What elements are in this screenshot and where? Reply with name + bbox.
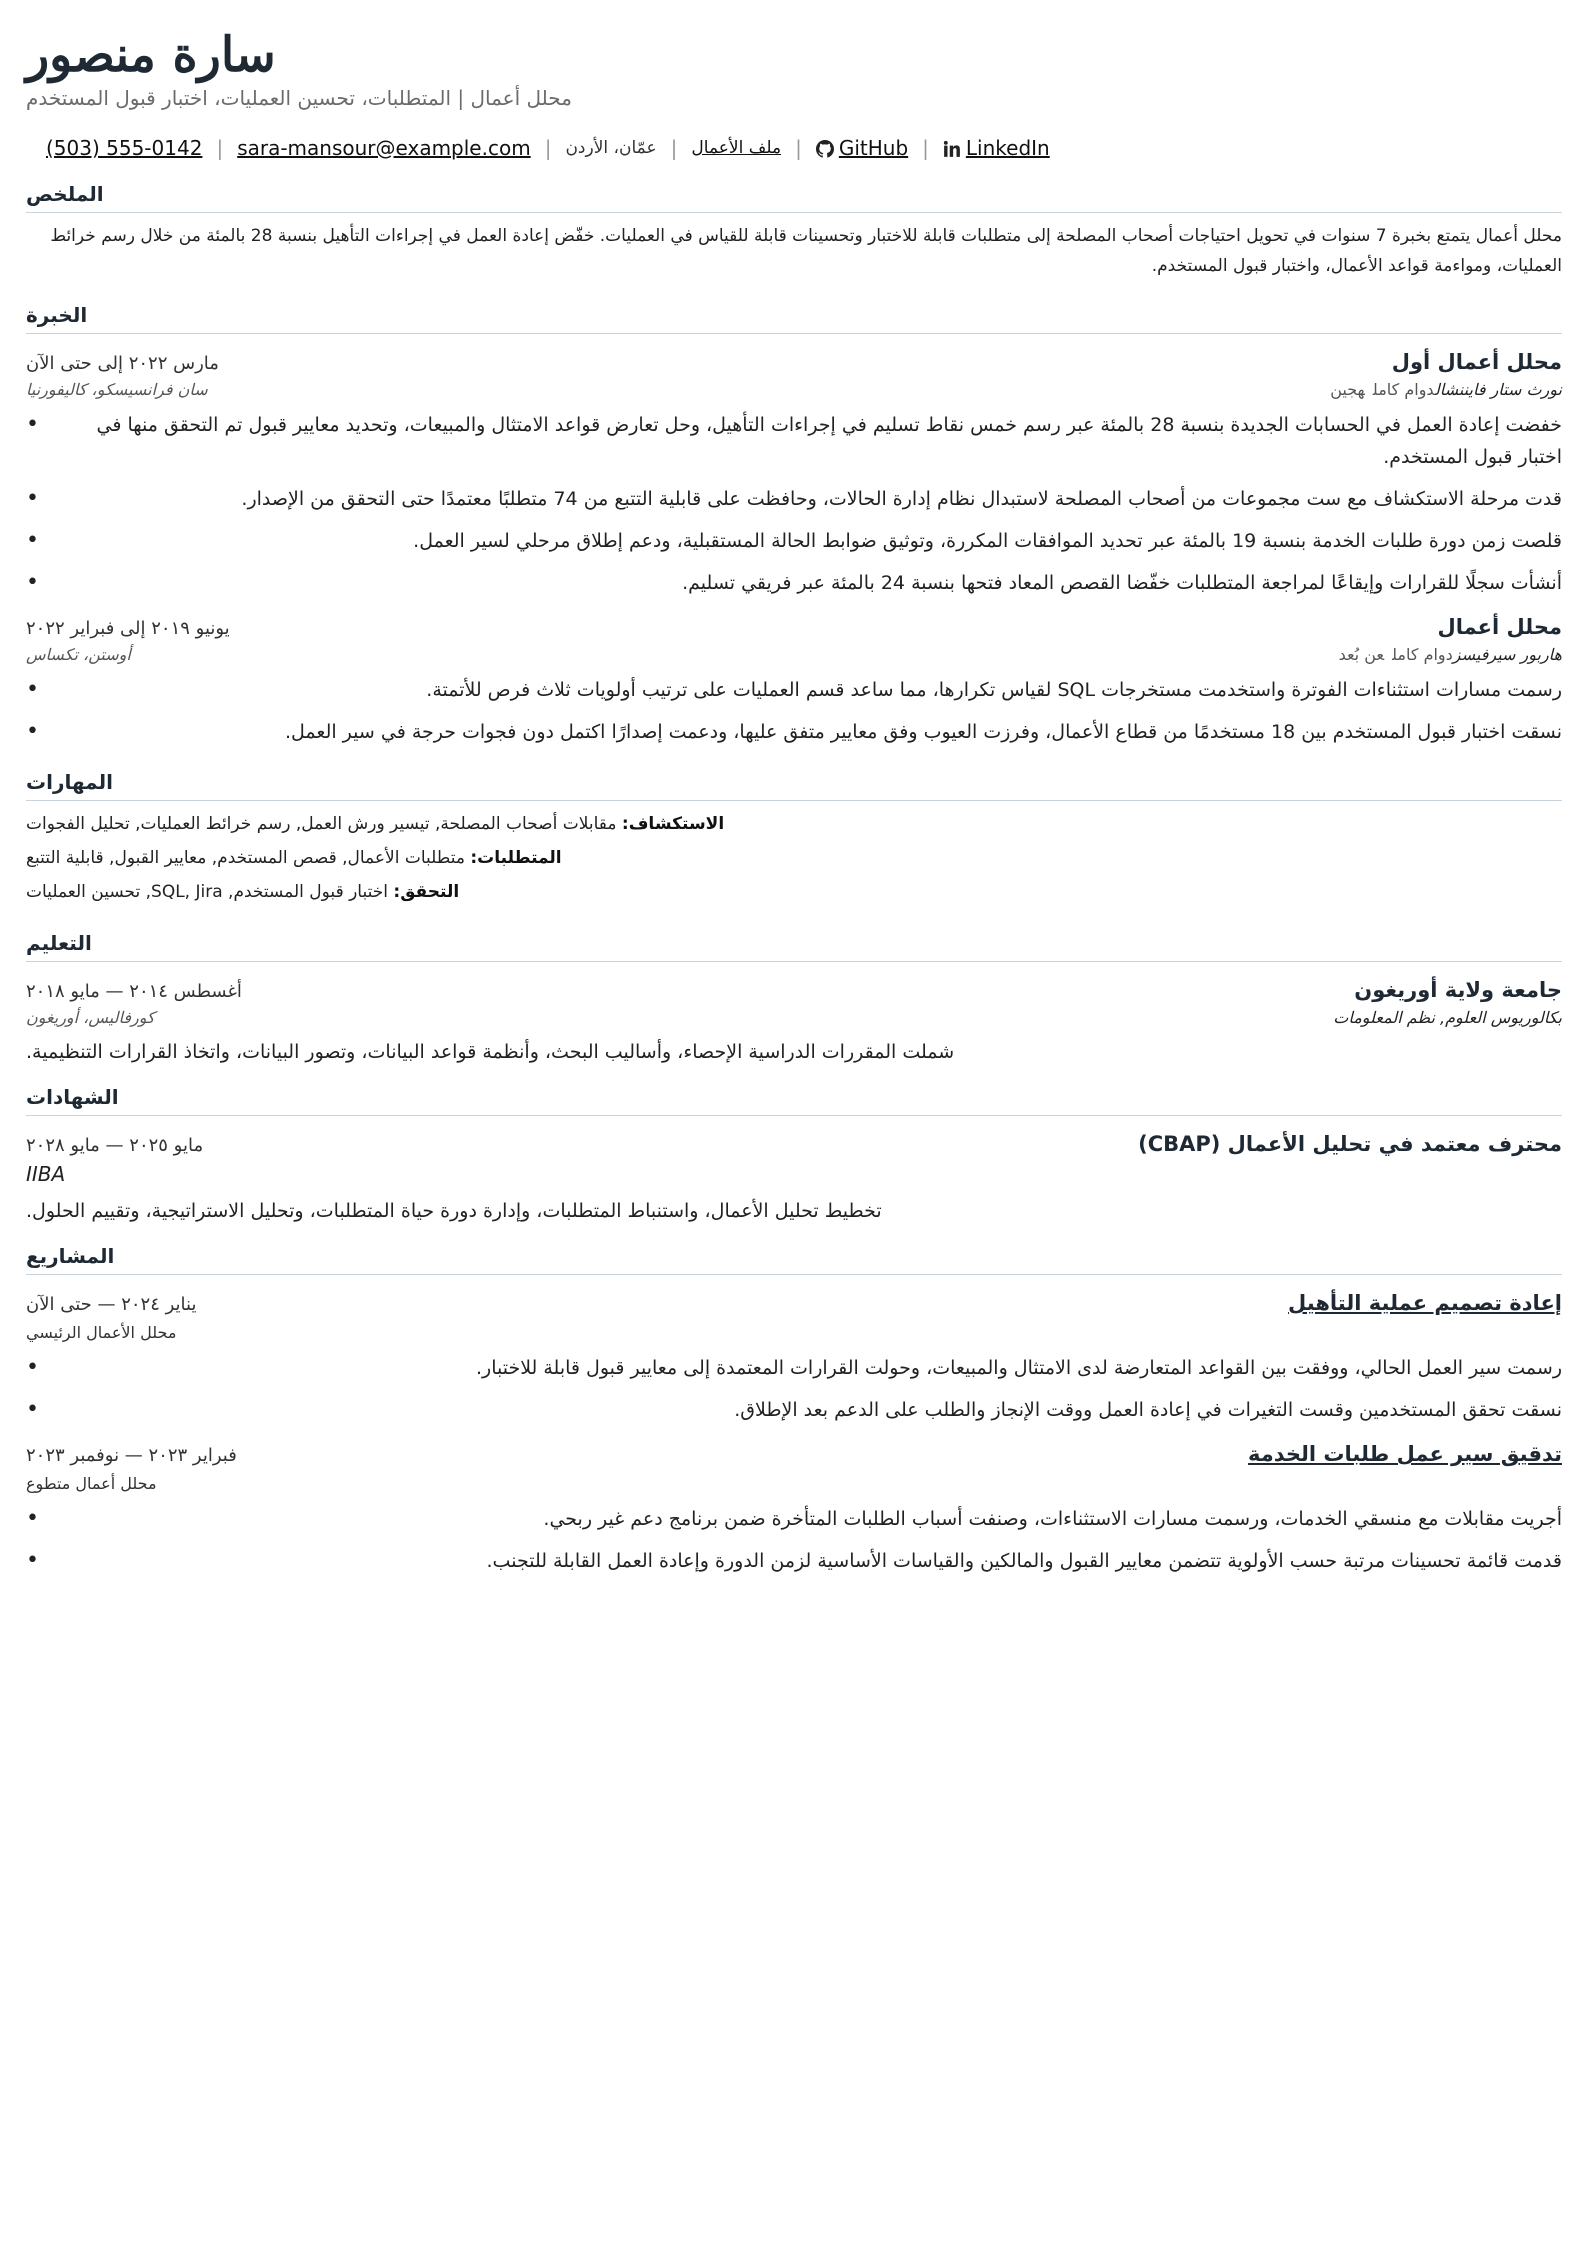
linkedin-icon: [943, 136, 966, 160]
experience-location: أوستن، تكساس: [26, 645, 131, 664]
experience-company: نورث ستار فايننشال: [1434, 380, 1562, 399]
github-icon: [816, 136, 839, 160]
list-item: • قلصت زمن دورة طلبات الخدمة بنسبة 19 بالمئة عبر تحديد الموافقات المكررة، وتوثيق ضوابط الحالة المستقبلية، ودعم إطلاق مرحلي لسير العمل.: [26, 525, 1562, 557]
education-degree-text: بكالوريوس العلوم, نظم المعلومات: [1333, 1008, 1562, 1027]
list-item: • قدمت قائمة تحسينات مرتبة حسب الأولوية تتضمن معايير القبول والمالكين والقياسات الأساسية لزمن الدورة وإعادة العمل القابلة للتجنب.: [26, 1545, 1562, 1577]
project-dates: فبراير ٢٠٢٣ — نوفمبر ٢٠٢٣: [26, 1445, 237, 1466]
experience-org: [1322, 380, 1562, 399]
experience-dates: يونيو ٢٠١٩ إلى فبراير ٢٠٢٢: [26, 618, 230, 639]
list-item: • نسقت اختبار قبول المستخدم بين 18 مستخدمًا من قطاع الأعمال، وفرزت العيوب وفق معايير متفق عليها، ودعمت إصدارًا اكتمل دون فجوات حرجة في سير العمل.: [26, 716, 1562, 748]
project-bullets: [26, 1503, 1562, 1577]
education-entry: [26, 978, 1562, 1063]
experience-location: سان فرانسيسكو، كاليفورنيا: [26, 380, 208, 399]
experience-bullets: [26, 674, 1562, 748]
certification-note: تخطيط تحليل الأعمال، واستنباط المتطلبات، وإدارة دورة حياة المتطلبات، وتحليل الاستراتيجية، وتقييم الحلول.: [26, 1200, 882, 1222]
list-item: • نسقت تحقق المستخدمين وقست التغيرات في إعادة العمل ووقت الإنجاز والطلب على الدعم بعد الإطلاق.: [26, 1394, 1562, 1426]
project-title-link[interactable]: إعادة تصميم عملية التأهيل: [1288, 1291, 1562, 1315]
summary-section: [26, 182, 1562, 281]
certification-issuer: IIBA: [26, 1162, 66, 1186]
experience-type: دوام كامل: [1392, 645, 1453, 664]
resume-header: [26, 26, 1562, 160]
portfolio-link[interactable]: ملف الأعمال: [691, 138, 782, 158]
candidate-tagline: محلل أعمال | المتطلبات، تحسين العمليات، اختبار قبول المستخدم: [26, 86, 572, 110]
education-dates: أغسطس ٢٠١٤ — مايو ٢٠١٨: [26, 981, 242, 1002]
skill-line: [26, 875, 1562, 909]
project-entry: [26, 1442, 1562, 1577]
list-item: • خفضت إعادة العمل في الحسابات الجديدة بنسبة 28 بالمئة عبر رسم خمس نقاط تسليم في إجراءات التأهيل، وحل تعارض قواعد الامتثال والمبيعات، وتحديد معايير قبول تم التحقق منها في اختبار قبول المستخدم.: [26, 409, 1562, 473]
contact-divider: |: [216, 136, 224, 160]
skill-line: [26, 841, 1562, 875]
candidate-name: [26, 26, 1562, 84]
list-item: • رسمت مسارات استثناءات الفوترة واستخدمت مستخرجات SQL لقياس تكرارها، مما ساعد قسم العمليات على ترتيب أولويات ثلاث فرص للأتمتة.: [26, 674, 1562, 706]
project-title-link[interactable]: تدقيق سير عمل طلبات الخدمة: [1248, 1442, 1562, 1466]
section-title-summary: الملخص: [26, 182, 1562, 213]
skill-label: المتطلبات:: [470, 848, 562, 868]
project-entry: [26, 1291, 1562, 1426]
skills-section: [26, 770, 1562, 909]
experience-mode: عن بُعد: [1338, 645, 1385, 664]
location-text: عمّان، الأردن: [565, 138, 657, 158]
section-title-skills: المهارات: [26, 770, 1562, 801]
education-note: شملت المقررات الدراسية الإحصاء، وأساليب البحث، وأنظمة قواعد البيانات، وتصور البيانات، واتخاذ القرارات التنظيمية.: [26, 1041, 955, 1063]
list-item: • أجريت مقابلات مع منسقي الخدمات، ورسمت مسارات الاستثناءات، وصنفت أسباب الطلبات المتأخرة ضمن برنامج دعم غير ربحي.: [26, 1503, 1562, 1535]
project-bullets: [26, 1352, 1562, 1426]
list-item: • أنشأت سجلًا للقرارات وإيقاعًا لمراجعة المتطلبات خفّضا القصص المعاد فتحها بنسبة 24 بالمئة عبر فريقي تسليم.: [26, 567, 1562, 599]
skill-label: التحقق:: [393, 882, 460, 902]
certification-entry: [26, 1132, 1562, 1222]
education-location: كورفاليس، أوريغون: [26, 1008, 155, 1027]
list-item: • رسمت سير العمل الحالي، ووفقت بين القواعد المتعارضة لدى الامتثال والمبيعات، وحولت القرارات المعتمدة إلى معايير قبول قابلة للاختبار.: [26, 1352, 1562, 1384]
phone-link[interactable]: (503) 555-0142: [46, 136, 203, 160]
certification-name: محترف معتمد في تحليل الأعمال (CBAP): [1138, 1132, 1562, 1156]
experience-org: [1331, 645, 1562, 664]
section-title-education: التعليم: [26, 931, 1562, 962]
summary-text: محلل أعمال يتمتع بخبرة 7 سنوات في تحويل احتياجات أصحاب المصلحة إلى متطلبات قابلة للاختبار وتحسينات قابلة للقياس في العمليات. خفّض إعادة العمل في إجراءات التأهيل بنسبة 28 بالمئة من خلال رسم خرائط العمليات، ومواءمة قواعد الأعمال، واختبار قبول المستخدم.: [50, 226, 1562, 276]
experience-entry: [26, 615, 1562, 748]
experience-dates: مارس ٢٠٢٢ إلى حتى الآن: [26, 353, 219, 374]
section-title-projects: المشاريع: [26, 1244, 1562, 1275]
experience-entry: [26, 350, 1562, 599]
skill-value: متطلبات الأعمال, قصص المستخدم, معايير القبول, قابلية التتبع: [26, 848, 471, 868]
contact-bar: [46, 136, 1562, 160]
contact-divider: |: [544, 136, 552, 160]
education-section: [26, 931, 1562, 1063]
project-dates: يناير ٢٠٢٤ — حتى الآن: [26, 1294, 197, 1315]
section-title-certifications: الشهادات: [26, 1085, 1562, 1116]
skill-line: [26, 807, 1562, 841]
list-item: • قدت مرحلة الاستكشاف مع ست مجموعات من أصحاب المصلحة لاستبدال نظام إدارة الحالات، وحافظت على قابلية التتبع من 74 متطلبًا معتمدًا حتى التحقق من الإصدار.: [26, 483, 1562, 515]
contact-divider: |: [795, 136, 802, 160]
experience-bullets: [26, 409, 1562, 599]
section-title-experience: الخبرة: [26, 303, 1562, 334]
education-school: جامعة ولاية أوريغون: [1354, 978, 1562, 1002]
project-role: محلل أعمال متطوع: [26, 1474, 157, 1493]
education-degree: [1333, 1008, 1562, 1027]
skill-value: اختبار قبول المستخدم, SQL, Jira, تحسين العمليات: [26, 882, 394, 902]
certification-dates: مايو ٢٠٢٥ — مايو ٢٠٢٨: [26, 1135, 204, 1156]
experience-role: محلل أعمال: [1437, 615, 1562, 639]
experience-role: محلل أعمال أول: [1391, 350, 1562, 374]
experience-company: هاربور سيرفيسز: [1452, 645, 1562, 664]
skill-label: الاستكشاف:: [621, 814, 725, 834]
project-role: محلل الأعمال الرئيسي: [26, 1323, 177, 1342]
experience-type: دوام كامل: [1372, 380, 1435, 399]
email-link[interactable]: sara-mansour@example.com: [237, 136, 531, 160]
experience-section: [26, 303, 1562, 748]
candidate-name-text: سارة منصور: [26, 27, 276, 83]
linkedin-link[interactable]: LinkedIn: [965, 136, 1050, 160]
skill-value: مقابلات أصحاب المصلحة, تيسير ورش العمل, رسم خرائط العمليات, تحليل الفجوات: [26, 814, 622, 834]
certifications-section: [26, 1085, 1562, 1222]
contact-divider: |: [670, 136, 678, 160]
github-link[interactable]: GitHub: [838, 136, 909, 160]
projects-section: [26, 1244, 1562, 1577]
contact-divider: |: [922, 136, 929, 160]
experience-mode: هجين: [1330, 380, 1365, 399]
